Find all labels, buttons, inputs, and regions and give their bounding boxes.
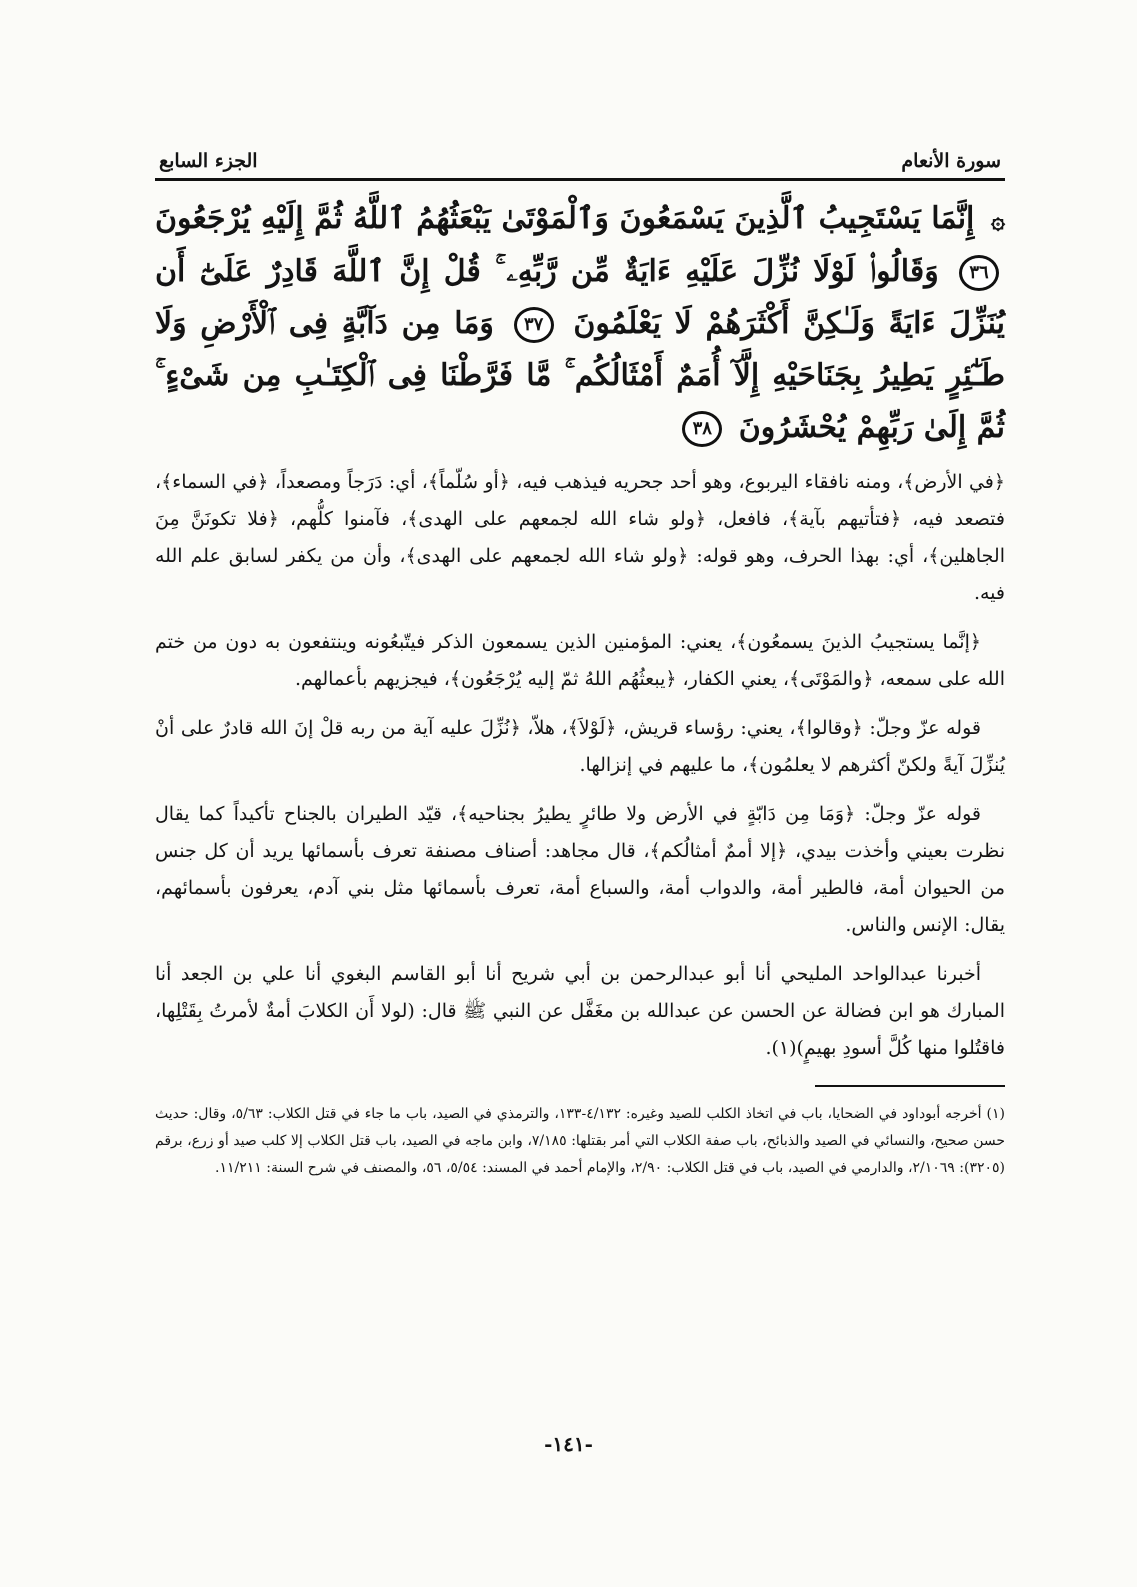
verse-37-number: ٣٧	[514, 307, 554, 343]
footnote-divider	[815, 1085, 1005, 1087]
verse-38-text: وَمَا مِن دَآبَّةٍ فِى ٱلْأَرْضِ وَلَا طَـٰٓئِرٍ يَطِيرُ بِجَنَاحَيْهِ إِلَّآ أُمَمٌ أَمْثَالُكُم ۚ مَّا فَرَّطْنَا فِى ٱلْكِتَـٰبِ مِن شَىْءٍ ۚ ثُمَّ إِلَىٰ رَبِّهِمْ يُحْشَرُونَ	[155, 306, 1005, 445]
juz-title: الجزء السابع	[159, 150, 258, 172]
footnote: (١) أخرجه أبوداود في الضحايا، باب في اتخاذ الكلب للصيد وغيره: ٤/١٣٢-١٣٣، والترمذي في الصيد، باب ما جاء في قتل الكلاب: ٥/٦٣، وقال: حديث حسن صحيح، والنسائي في الصيد والذبائح، باب صفة الكلاب التي أمر بقتلها: ٧/١٨٥، وابن ماجه في الصيد، باب قتل الكلاب إلا كلب صيد أو زرع، برقم (٣٢٠٥): ٢/١٠٦٩، والدارمي في الصيد، باب في قتل الكلاب: ٢/٩٠، والإمام أحمد في المسند: ٥/٥٤، ٥٦، والمصنف في شرح السنة: ١١/٢١١.	[155, 1106, 1006, 1176]
verse-36-number: ٣٦	[959, 255, 999, 291]
verse-37-text: وَقَالُوا۟ لَوْلَا نُزِّلَ عَلَيْهِ ءَايَةٌ مِّن رَّبِّهِۦ ۚ قُلْ إِنَّ ٱللَّهَ قَادِرٌ عَلَىٰٓ أَن يُنَزِّلَ ءَايَةً وَلَـٰكِنَّ أَكْثَرَهُمْ لَا يَعْلَمُونَ	[155, 254, 1005, 341]
commentary-paragraph-3: قوله عزّ وجلّ: ﴿وقالوا﴾، يعني: رؤساء قريش، ﴿لَوْلاَ﴾، هلاّ، ﴿نُزِّلَ عليه آية من ربه قلْ إنَ الله قادرٌ على أنْ يُنزِّلَ آيةً ولكنّ أكثرهم لا يعلمُون﴾، ما عليهم في إنزالها.	[155, 717, 1005, 776]
commentary-paragraph-1: ﴿في الأرض﴾، ومنه نافقاء اليربوع، وهو أحد جحريه فيذهب فيه، ﴿أو سُلّماً﴾، أي: دَرَجاً ومصعداً، ﴿في السماء﴾، فتصعد فيه، ﴿فتأتيهم بآية﴾، فافعل، ﴿ولو شاء الله لجمعهم على الهدى﴾، فآمنوا كلُّهم، ﴿فلا تكونَنَّ مِنَ الجاهلين﴾، أي: بهذا الحرف، وهو قوله: ﴿ولو شاء الله لجمعهم على الهدى﴾، وأن من يكفر لسابق علم الله فيه.	[155, 471, 1005, 604]
quran-block	[155, 193, 1005, 454]
verse-36-text: إِنَّمَا يَسْتَجِيبُ ٱلَّذِينَ يَسْمَعُونَ وَٱلْمَوْتَىٰ يَبْعَثُهُمُ ٱللَّهُ ثُمَّ إِلَيْهِ يُرْجَعُونَ	[155, 201, 975, 236]
page-header	[155, 138, 1005, 181]
surah-title: سورة الأنعام	[901, 150, 1001, 172]
page-number: -١٤١-	[544, 1432, 593, 1456]
hadith-paragraph: أخبرنا عبدالواحد المليحي أنا أبو عبدالرحمن بن أبي شريح أنا أبو القاسم البغوي أنا علي بن الجعد أنا المبارك هو ابن فضالة عن الحسن عن عبدالله بن مغَفَّل عن النبي ﷺ قال: (لولا أَن الكلابَ أمةٌ لأمرتُ بِقَتْلِها، فاقتُلوا منها كُلَّ أسودِ بهيمٍ)(١).	[155, 963, 1005, 1059]
page	[155, 138, 1005, 1196]
commentary-paragraph-2: ﴿إنَّما يستجيبُ الذينَ يسمعُون﴾، يعني: المؤمنين الذين يسمعون الذكر فيتّبعُونه وينتفعون به دون من ختم الله على سمعه، ﴿والمَوْتَى﴾، يعني الكفار، ﴿يبعثُهُم اللهُ ثمّ إليه يُرْجَعُون﴾، فيجزيهم بأعمالهم.	[155, 631, 1005, 690]
hizb-ornament-icon: ۞	[990, 205, 1005, 234]
commentary-paragraph-4: قوله عزّ وجلّ: ﴿وَمَا مِن دَابّةٍ في الأرض ولا طائرٍ يطيرُ بجناحيه﴾، قيّد الطيران بالجناح تأكيداً كما يقال نظرت بعيني وأخذت بيدي، ﴿إلا أممٌ أمثالُكم﴾، قال مجاهد: أصناف مصنفة تعرف بأسمائها يريد أن كل جنس من الحيوان أمة، فالطير أمة، والدواب أمة، والسباع أمة، تعرف بأسمائها مثل بني آدم، يعرفون بأسمائهم، يقال: الإنس والناس.	[155, 803, 1005, 936]
verse-38-number: ٣٨	[682, 411, 722, 447]
